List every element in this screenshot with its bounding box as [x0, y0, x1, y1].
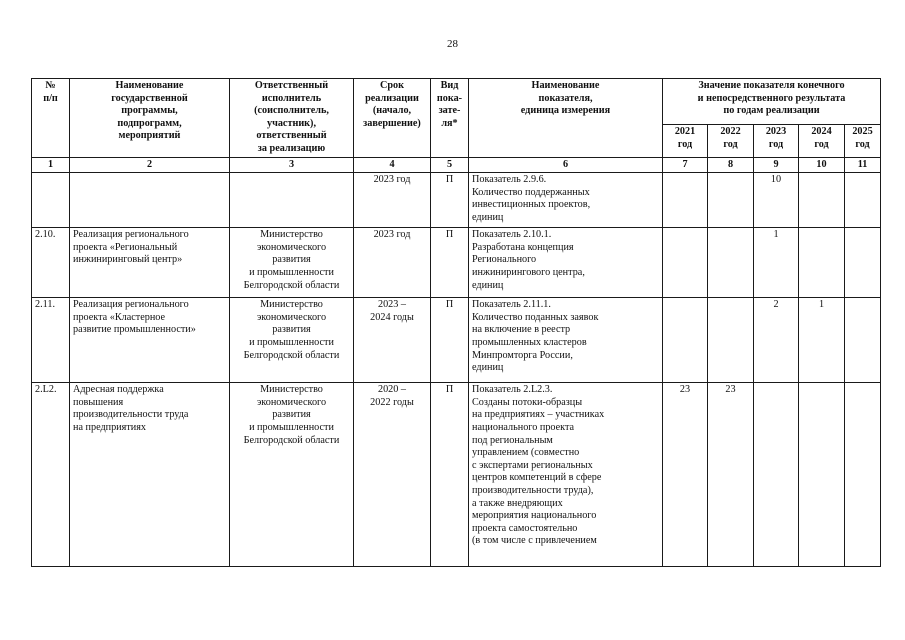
row-indicator: Показатель 2.9.6. Количество поддержанных инвестиционных проектов, единиц	[469, 173, 663, 228]
table-row	[32, 228, 881, 298]
row-value-2023: 10	[754, 173, 799, 228]
row-value-2021	[663, 298, 708, 383]
header-num: № п/п	[32, 79, 70, 158]
header-year-2025: 2025 год	[845, 125, 881, 157]
row-period: 2023 год	[354, 173, 431, 228]
row-value-2022	[708, 228, 754, 298]
column-number: 4	[354, 157, 431, 173]
row-value-2024	[799, 383, 845, 567]
header-row-1	[32, 79, 881, 125]
header-executor: Ответственный исполнитель (соисполнитель, участник), ответственный за реализацию	[230, 79, 354, 158]
row-executor	[230, 173, 354, 228]
row-number: 2.10.	[32, 228, 70, 298]
row-value-2025	[845, 173, 881, 228]
row-number	[32, 173, 70, 228]
row-value-2025	[845, 228, 881, 298]
row-number: 2.11.	[32, 298, 70, 383]
column-number: 6	[469, 157, 663, 173]
row-executor: Министерство экономического развития и промышленности Белгородской области	[230, 383, 354, 567]
row-executor: Министерство экономического развития и промышленности Белгородской области	[230, 298, 354, 383]
header-values-group: Значение показателя конечного и непосредственного результата по годам реализации	[663, 79, 881, 125]
header-indicator: Наименование показателя, единица измерения	[469, 79, 663, 158]
row-value-2023	[754, 383, 799, 567]
row-name: Реализация регионального проекта «Региональный инжиниринговый центр»	[70, 228, 230, 298]
row-value-2024: 1	[799, 298, 845, 383]
header-year-2022: 2022 год	[708, 125, 754, 157]
row-indicator: Показатель 2.L2.3. Созданы потоки-образцы на предприятиях – участниках национального проекта под региональным управлением (совместно с экспертами региональных центров компетенций в сфере производительности труда), а также внедряющих мероприятия национального проекта самостоятельно (в том числе с привлечением	[469, 383, 663, 567]
row-value-2022: 23	[708, 383, 754, 567]
header-year-2023: 2023 год	[754, 125, 799, 157]
header-type: Вид пока- зате- ля*	[431, 79, 469, 158]
row-name	[70, 173, 230, 228]
row-indicator-type: П	[431, 173, 469, 228]
row-period: 2020 – 2022 годы	[354, 383, 431, 567]
table-row	[32, 173, 881, 228]
row-name: Реализация регионального проекта «Кластерное развитие промышленности»	[70, 298, 230, 383]
row-value-2021: 23	[663, 383, 708, 567]
row-value-2024	[799, 173, 845, 228]
column-number: 11	[845, 157, 881, 173]
header-year-2024: 2024 год	[799, 125, 845, 157]
header-name: Наименование государственной программы, подпрограмм, мероприятий	[70, 79, 230, 158]
header-period: Срок реализации (начало, завершение)	[354, 79, 431, 158]
column-number: 8	[708, 157, 754, 173]
column-number-row	[32, 157, 881, 173]
row-executor: Министерство экономического развития и промышленности Белгородской области	[230, 228, 354, 298]
row-indicator-type: П	[431, 298, 469, 383]
row-value-2023: 2	[754, 298, 799, 383]
column-number: 7	[663, 157, 708, 173]
row-value-2025	[845, 298, 881, 383]
column-number: 3	[230, 157, 354, 173]
row-value-2022	[708, 173, 754, 228]
row-value-2024	[799, 228, 845, 298]
row-period: 2023 год	[354, 228, 431, 298]
row-value-2021	[663, 228, 708, 298]
page-number: 28	[447, 38, 458, 50]
row-indicator: Показатель 2.10.1. Разработана концепция Регионального инжинирингового центра, единиц	[469, 228, 663, 298]
row-indicator-type: П	[431, 383, 469, 567]
table-row	[32, 383, 881, 567]
row-name: Адресная поддержка повышения производительности труда на предприятиях	[70, 383, 230, 567]
column-number: 10	[799, 157, 845, 173]
row-period: 2023 – 2024 годы	[354, 298, 431, 383]
row-number: 2.L2.	[32, 383, 70, 567]
header-year-2021: 2021 год	[663, 125, 708, 157]
row-indicator: Показатель 2.11.1. Количество поданных заявок на включение в реестр промышленных кластеров Минпромторга России, единиц	[469, 298, 663, 383]
row-value-2025	[845, 383, 881, 567]
row-value-2021	[663, 173, 708, 228]
column-number: 9	[754, 157, 799, 173]
indicators-table	[31, 78, 881, 567]
column-number: 1	[32, 157, 70, 173]
column-number: 2	[70, 157, 230, 173]
row-value-2022	[708, 298, 754, 383]
column-number: 5	[431, 157, 469, 173]
table-row	[32, 298, 881, 383]
row-value-2023: 1	[754, 228, 799, 298]
row-indicator-type: П	[431, 228, 469, 298]
